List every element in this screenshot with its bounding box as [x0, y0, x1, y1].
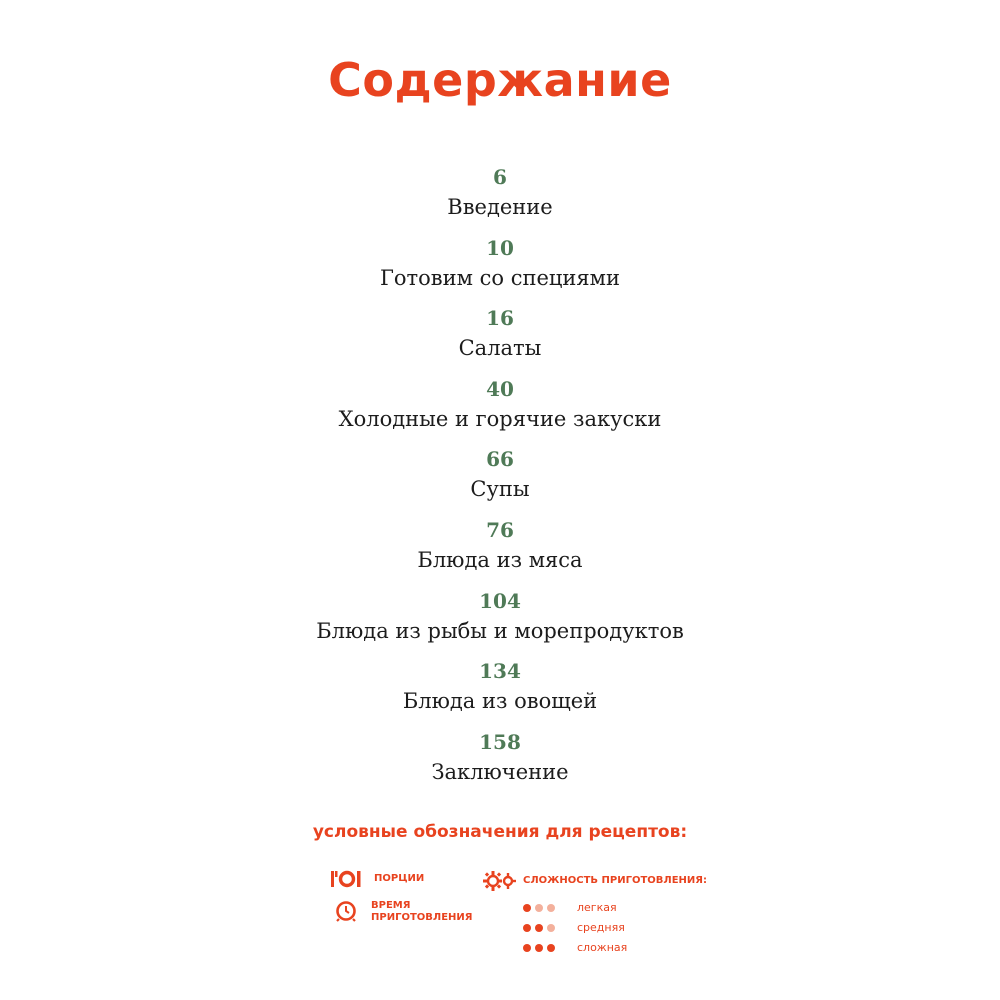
toc-entry[interactable]	[0, 162, 1000, 233]
legend-time	[334, 898, 472, 924]
dot-filled	[523, 904, 531, 912]
dot-filled	[523, 924, 531, 932]
toc-chapter-title: Салаты	[458, 336, 542, 361]
toc-page-number: 6	[493, 165, 507, 189]
toc-page-number: 16	[486, 306, 514, 331]
toc-page-number: 76	[486, 517, 514, 542]
toc-chapter-title: Готовим со специями	[380, 265, 620, 290]
toc-chapter-title: Супы	[470, 477, 530, 502]
difficulty-dots	[523, 904, 577, 912]
difficulty-dots	[523, 924, 577, 932]
page-title: Содержание	[328, 53, 672, 107]
toc-entry[interactable]	[0, 656, 1000, 727]
dot-filled	[535, 944, 543, 952]
dot-empty	[547, 924, 555, 932]
level-label: сложная	[577, 941, 628, 954]
toc-chapter-title: Холодные и горячие закуски	[338, 406, 662, 431]
toc-page-number: 10	[486, 235, 514, 260]
toc-entry[interactable]	[0, 586, 1000, 657]
toc-page-number: 104	[479, 588, 521, 613]
time-label-line2: ПРИГОТОВЛЕНИЯ	[371, 912, 473, 923]
toc-chapter-title: Блюда из овощей	[402, 689, 598, 714]
toc-entry[interactable]	[0, 727, 1000, 798]
toc-chapter-title: Блюда из мяса	[417, 547, 583, 572]
toc-entry[interactable]	[0, 233, 1000, 304]
dot-empty	[535, 904, 543, 912]
portions-icon	[330, 869, 364, 889]
level-label: легкая	[577, 901, 617, 914]
difficulty-dots	[523, 944, 577, 952]
difficulty-level-easy	[523, 901, 617, 914]
toc-page-number: 134	[479, 659, 521, 684]
dot-filled	[535, 924, 543, 932]
toc-entry[interactable]	[0, 303, 1000, 374]
difficulty-label: СЛОЖНОСТЬ ПРИГОТОВЛЕНИЯ:	[523, 875, 707, 886]
dot-filled	[547, 944, 555, 952]
toc-entry[interactable]	[0, 374, 1000, 445]
dot-empty	[547, 904, 555, 912]
difficulty-level-hard	[523, 941, 627, 954]
portions-label: ПОРЦИИ	[374, 873, 425, 884]
toc-chapter-title: Блюда из рыбы и морепродуктов	[316, 618, 684, 643]
toc-chapter-title: Введение	[447, 195, 553, 219]
toc-chapter-title: Заключение	[431, 759, 569, 784]
legend-difficulty	[483, 870, 707, 892]
toc-entry[interactable]	[0, 515, 1000, 586]
level-label: средняя	[577, 921, 625, 934]
dot-filled	[523, 944, 531, 952]
legend-title: условные обозначения для рецептов:	[312, 822, 688, 842]
clock-icon	[334, 898, 358, 922]
table-of-contents	[0, 162, 1000, 797]
time-label-line1: ВРЕМЯ	[371, 900, 411, 911]
legend-portions	[330, 869, 424, 889]
toc-page-number: 66	[486, 447, 514, 472]
gears-icon	[483, 870, 517, 892]
toc-page-number: 158	[479, 729, 521, 754]
difficulty-level-medium	[523, 921, 625, 934]
toc-page-number: 40	[486, 376, 514, 401]
toc-entry[interactable]	[0, 444, 1000, 515]
